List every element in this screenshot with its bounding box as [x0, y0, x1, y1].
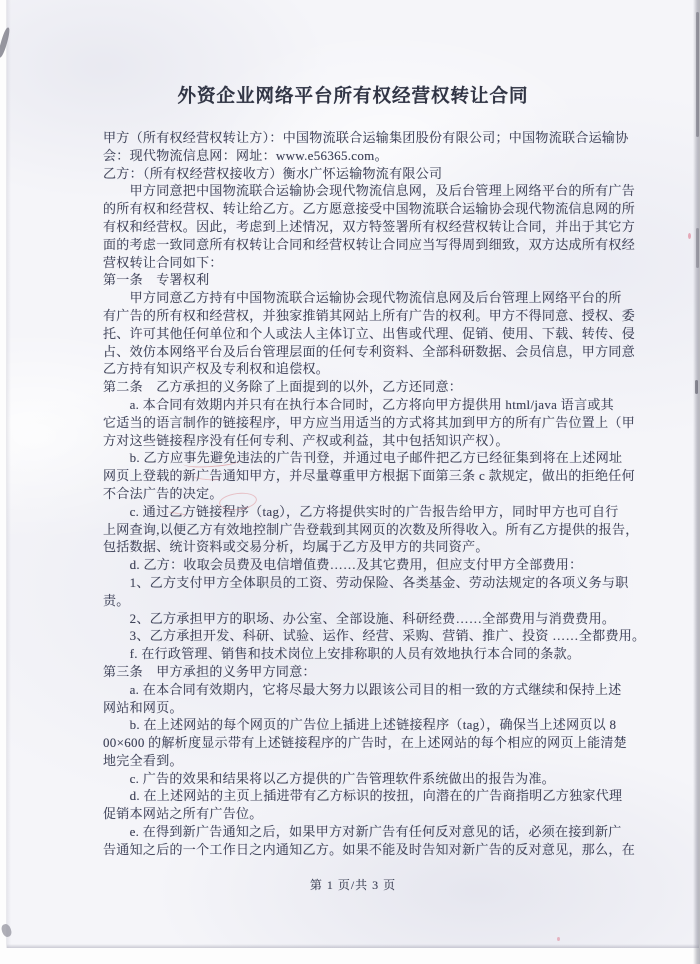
text-line: a. 本合同有效期内并只有在执行本合同时，乙方将向甲方提供用 html/java 语言或其 — [103, 396, 614, 412]
red-speck-bottom — [557, 937, 560, 941]
text-line: f. 在行政管理、销售和技术岗位上安排称职的人员有效地执行本合同的条款。 — [103, 646, 581, 662]
text-line: e. 在得到新广告通知之后，如果甲方对新广告有任何反对意见的话，必须在接到新广 — [103, 824, 622, 840]
paper-sheet — [7, 0, 699, 948]
text-line: 有广告的所有权和经营权，并独家推销其网站上所有广告的权利。甲方不得同意、授权、委 — [103, 307, 636, 323]
text-line: 网站和网页。 — [103, 699, 183, 715]
scan-artifact-right-c — [695, 380, 698, 394]
text-line: 包括数据、统计资料或交易分析，均属于乙方及甲方的共同资产。 — [103, 539, 489, 555]
scan-artifact-right-b — [696, 228, 699, 268]
text-line: 会：现代物流信息网：网址：www.e56365.com。 — [103, 147, 388, 163]
text-line: 甲方同意乙方持有中国物流联合运输协会现代物流信息网及后台管理上网络平台的所 — [103, 290, 622, 306]
text-line: 3、乙方承担开发、科研、试验、运作、经营、采购、营销、推广、投资 ……全都费用。 — [103, 628, 646, 644]
text-line: 营权转让合同如下： — [103, 254, 223, 270]
text-line: 2、乙方承担甲方的职场、办公室、全部设施、科研经费……全部费用与消费费用。 — [103, 610, 616, 626]
text-line: 乙方持有知识产权及专利权和追偿权。 — [103, 361, 330, 377]
text-line: 面的考虑一致同意所有权转让合同和经营权转让合同应当写得周到细致，双方达成所有权经 — [103, 236, 636, 252]
text-line: 责。 — [103, 592, 130, 608]
text-line: b. 乙方应事先避免违法的广告刊登，并通过电子邮件把乙方已经征集到将在上述网址 — [103, 450, 623, 466]
text-line: 不合法广告的决定。 — [103, 485, 223, 501]
text-line: 网页上登载的新广告通知甲方，并尽量尊重甲方根据下面第三条 c 款规定，做出的拒绝任何 — [103, 468, 635, 484]
text-line: 占、效仿本网络平台及后台管理层面的任何专利资料、全部科研数据、会员信息，甲方同意 — [103, 343, 636, 359]
text-line: 1、乙方支付甲方全体职员的工资、劳动保险、各类基金、劳动法规定的各项义务与职 — [103, 574, 629, 590]
scan-artifact-right-a — [696, 12, 699, 137]
text-line: 甲方同意把中国物流联合运输协会现代物流信息网，及后台管理上网络平台的所有广告 — [103, 183, 636, 199]
document-title: 外资企业网络平台所有权经营权转让合同 — [177, 87, 529, 107]
page-number: 第 1 页/共 3 页 — [309, 878, 397, 892]
text-line: a. 在本合同有效期内，它将尽最大努力以跟该公司目的相一致的方式继续和保持上述 — [103, 681, 622, 697]
text-line: 第二条 乙方承担的义务除了上面提到的以外，乙方还同意： — [103, 379, 463, 395]
paper-bottom-edge — [7, 944, 699, 948]
text-line: 它适当的语言制作的链接程序，甲方应当用适当的方式将其加到甲方的所有广告位置上（甲 — [103, 414, 636, 430]
text-line: 地完全看到。 — [103, 752, 183, 768]
text-line: 甲方（所有权经营权转让方）：中国物流联合运输集团股份有限公司；中国物流联合运输协 — [103, 130, 629, 145]
text-line: d. 在上述网站的主页上插进带有乙方标识的按扭，向潜在的广告商指明乙方独家代理 — [103, 788, 623, 804]
text-line: 方对这些链接程序没有任何专利、产权或利益，其中包括知识产权）。 — [103, 432, 509, 448]
text-line: 托、许可其他任何单位和个人或法人主体订立、出售或代理、促销、使用、下载、转传、侵 — [103, 325, 636, 341]
text-line: 上网查询,以便乙方有效地控制广告登载到其网页的次数及所得收入。所有乙方提供的报告， — [103, 521, 639, 537]
text-line: c. 通过乙方链接程序（tag），乙方将提供实时的广告报告给甲方，同时甲方也可自行 — [103, 503, 619, 519]
text-line: 促销本网站之所有广告位。 — [103, 806, 263, 822]
text-line: b. 在上述网站的每个网页的广告位上插进上述链接程序（tag），确保当上述网页以 8 — [103, 717, 617, 733]
text-line: c. 广告的效果和结果将以乙方提供的广告管理软件系统做出的报告为准。 — [103, 770, 556, 786]
text-line: 有权和经营权。因此，考虑到上述情况，双方特签署所有权经营权转让合同，并出于其它方 — [103, 218, 636, 234]
paper-right-edge-shadow — [693, 0, 700, 964]
document-body — [103, 129, 646, 859]
text-line: 乙方：（所有权经营权接收方）衡水广怀运输物流有限公司 — [103, 165, 443, 181]
paper-left-edge-shadow — [6, 0, 11, 948]
text-line: d. 乙方：收取会员费及电信增值费……及其它费用，但应支付甲方全部费用： — [103, 557, 583, 573]
red-speck-right-edge — [688, 233, 691, 239]
text-line: 第一条 专署权利 — [103, 272, 210, 288]
text-line: 第三条 甲方承担的义务甲方同意： — [103, 663, 316, 679]
text-line: 的所有权和经营权、转让给乙方。乙方愿意接受中国物流联合运输协会现代物流信息网的所 — [103, 201, 636, 217]
text-line: 告通知之后的一个工作日之内通知乙方。如果不能及时告知对新广告的反对意见，那么，在 — [103, 841, 636, 857]
text-line: 00×600 的解析度显示带有上述链接程序的广告时，在上述网站的每个相应的网页上能清楚 — [103, 735, 627, 751]
